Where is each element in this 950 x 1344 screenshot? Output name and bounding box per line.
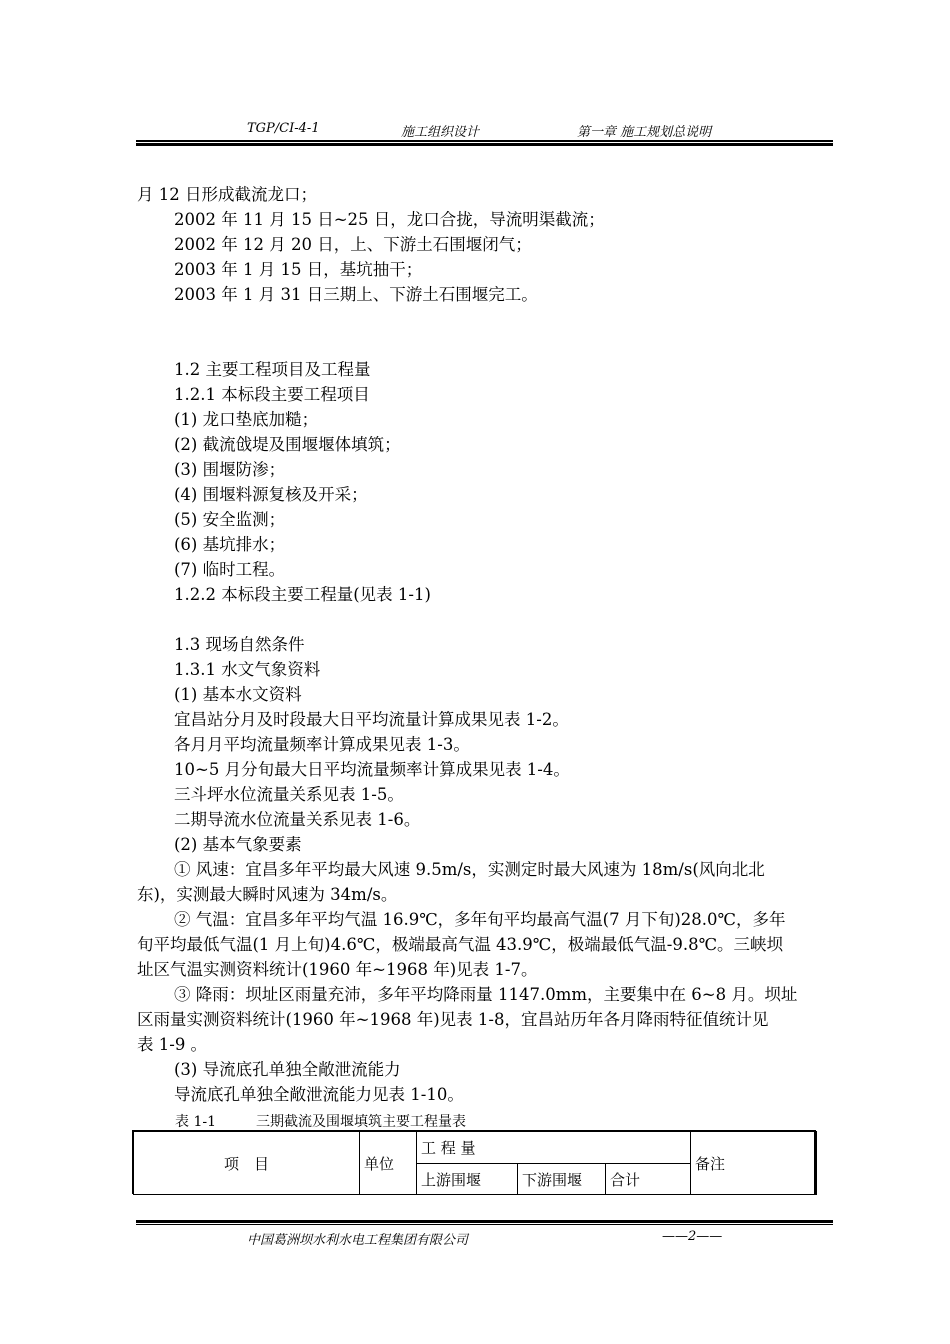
subsection-heading: 1.3.1 水文气象资料	[174, 660, 321, 679]
paragraph-heading: (2) 基本气象要素	[174, 835, 302, 854]
subsection-heading: 1.2.2 本标段主要工程量(见表 1-1)	[174, 585, 431, 604]
subsection-heading: 1.2.1 本标段主要工程项目	[174, 385, 370, 404]
col-note-header: 备注	[691, 1132, 817, 1195]
table-caption-number: 表 1-1	[175, 1114, 216, 1130]
body-line: 二期导流水位流量关系见表 1-6。	[174, 810, 421, 829]
list-item: (2) 截流戗堤及围堰堰体填筑；	[174, 435, 401, 454]
body-line: 月 12 日形成截流龙口；	[137, 185, 317, 204]
section-heading: 1.2 主要工程项目及工程量	[174, 360, 371, 379]
body-line: 三斗坪水位流量关系见表 1-5。	[174, 785, 404, 804]
body-line: 2003 年 1 月 15 日，基坑抽干；	[174, 260, 423, 279]
body-line: 10~5 月分旬最大日平均流量频率计算成果见表 1-4。	[174, 760, 570, 779]
section-heading: 1.3 现场自然条件	[174, 635, 305, 654]
body-line: 2002 年 11 月 15 日~25 日，龙口合拢，导流明渠截流；	[174, 210, 605, 229]
footer-company: 中国葛洲坝水利水电工程集团有限公司	[247, 1233, 469, 1248]
body-line: 区雨量实测资料统计(1960 年~1968 年)见表 1-8，宜昌站历年各月降雨特征值统计见	[137, 1010, 769, 1029]
header-rule-thick	[136, 143, 833, 146]
footer-rule-thick	[136, 1220, 833, 1223]
body-line: ① 风速：宜昌多年平均最大风速 9.5m/s，实测定时最大风速为 18m/s(风向北北	[174, 860, 765, 879]
body-line: 导流底孔单独全敞泄流能力见表 1-10。	[174, 1085, 464, 1104]
list-item: (1) 龙口垫底加糙；	[174, 410, 319, 429]
body-line: 2002 年 12 月 20 日，上、下游土石围堰闭气；	[174, 235, 532, 254]
body-line: 宜昌站分月及时段最大日平均流量计算成果见表 1-2。	[174, 710, 569, 729]
col-total-header: 合计	[606, 1164, 691, 1195]
footer-rule-thin	[136, 1224, 833, 1225]
body-line: 东)，实测最大瞬时风速为 34m/s。	[137, 885, 398, 904]
col-quantity-header: 工 程 量	[417, 1132, 691, 1164]
body-line: 各月月平均流量频率计算成果见表 1-3。	[174, 735, 470, 754]
paragraph-heading: (3) 导流底孔单独全敞泄流能力	[174, 1060, 401, 1079]
body-line: ③ 降雨：坝址区雨量充沛，多年平均降雨量 1147.0mm，主要集中在 6~8 月。坝址	[174, 985, 798, 1004]
body-line: ② 气温：宜昌多年平均气温 16.9℃，多年旬平均最高气温(7 月下旬)28.0℃，多年	[174, 910, 786, 929]
paragraph-heading: (1) 基本水文资料	[174, 685, 302, 704]
header-rule-thin	[136, 140, 833, 142]
body-line: 表 1-9 。	[137, 1035, 208, 1054]
col-downstream-header: 下游围堰	[518, 1164, 606, 1195]
col-unit-header: 单位	[360, 1132, 417, 1195]
list-item: (7) 临时工程。	[174, 560, 286, 579]
body-line: 2003 年 1 月 31 日三期上、下游土石围堰完工。	[174, 285, 538, 304]
body-line: 址区气温实测资料统计(1960 年~1968 年)见表 1-7。	[137, 960, 538, 979]
list-item: (4) 围堰料源复核及开采；	[174, 485, 368, 504]
header-chapter: 第一章 施工规划总说明	[577, 125, 712, 140]
footer-page-number: ——2——	[662, 1229, 723, 1244]
col-upstream-header: 上游围堰	[417, 1164, 518, 1195]
list-item: (6) 基坑排水；	[174, 535, 286, 554]
table-caption-title: 三期截流及围堰填筑主要工程量表	[256, 1114, 466, 1130]
header-doc-code: TGP/CⅠ-4-1	[247, 121, 320, 136]
list-item: (5) 安全监测；	[174, 510, 286, 529]
header-doc-title: 施工组织设计	[401, 125, 480, 140]
col-item-header: 项 目	[134, 1132, 360, 1195]
body-line: 旬平均最低气温(1 月上旬)4.6℃，极端最高气温 43.9℃，极端最低气温-9.8℃。三峡坝	[137, 935, 784, 954]
quantity-table	[133, 1131, 817, 1195]
list-item: (3) 围堰防渗；	[174, 460, 286, 479]
